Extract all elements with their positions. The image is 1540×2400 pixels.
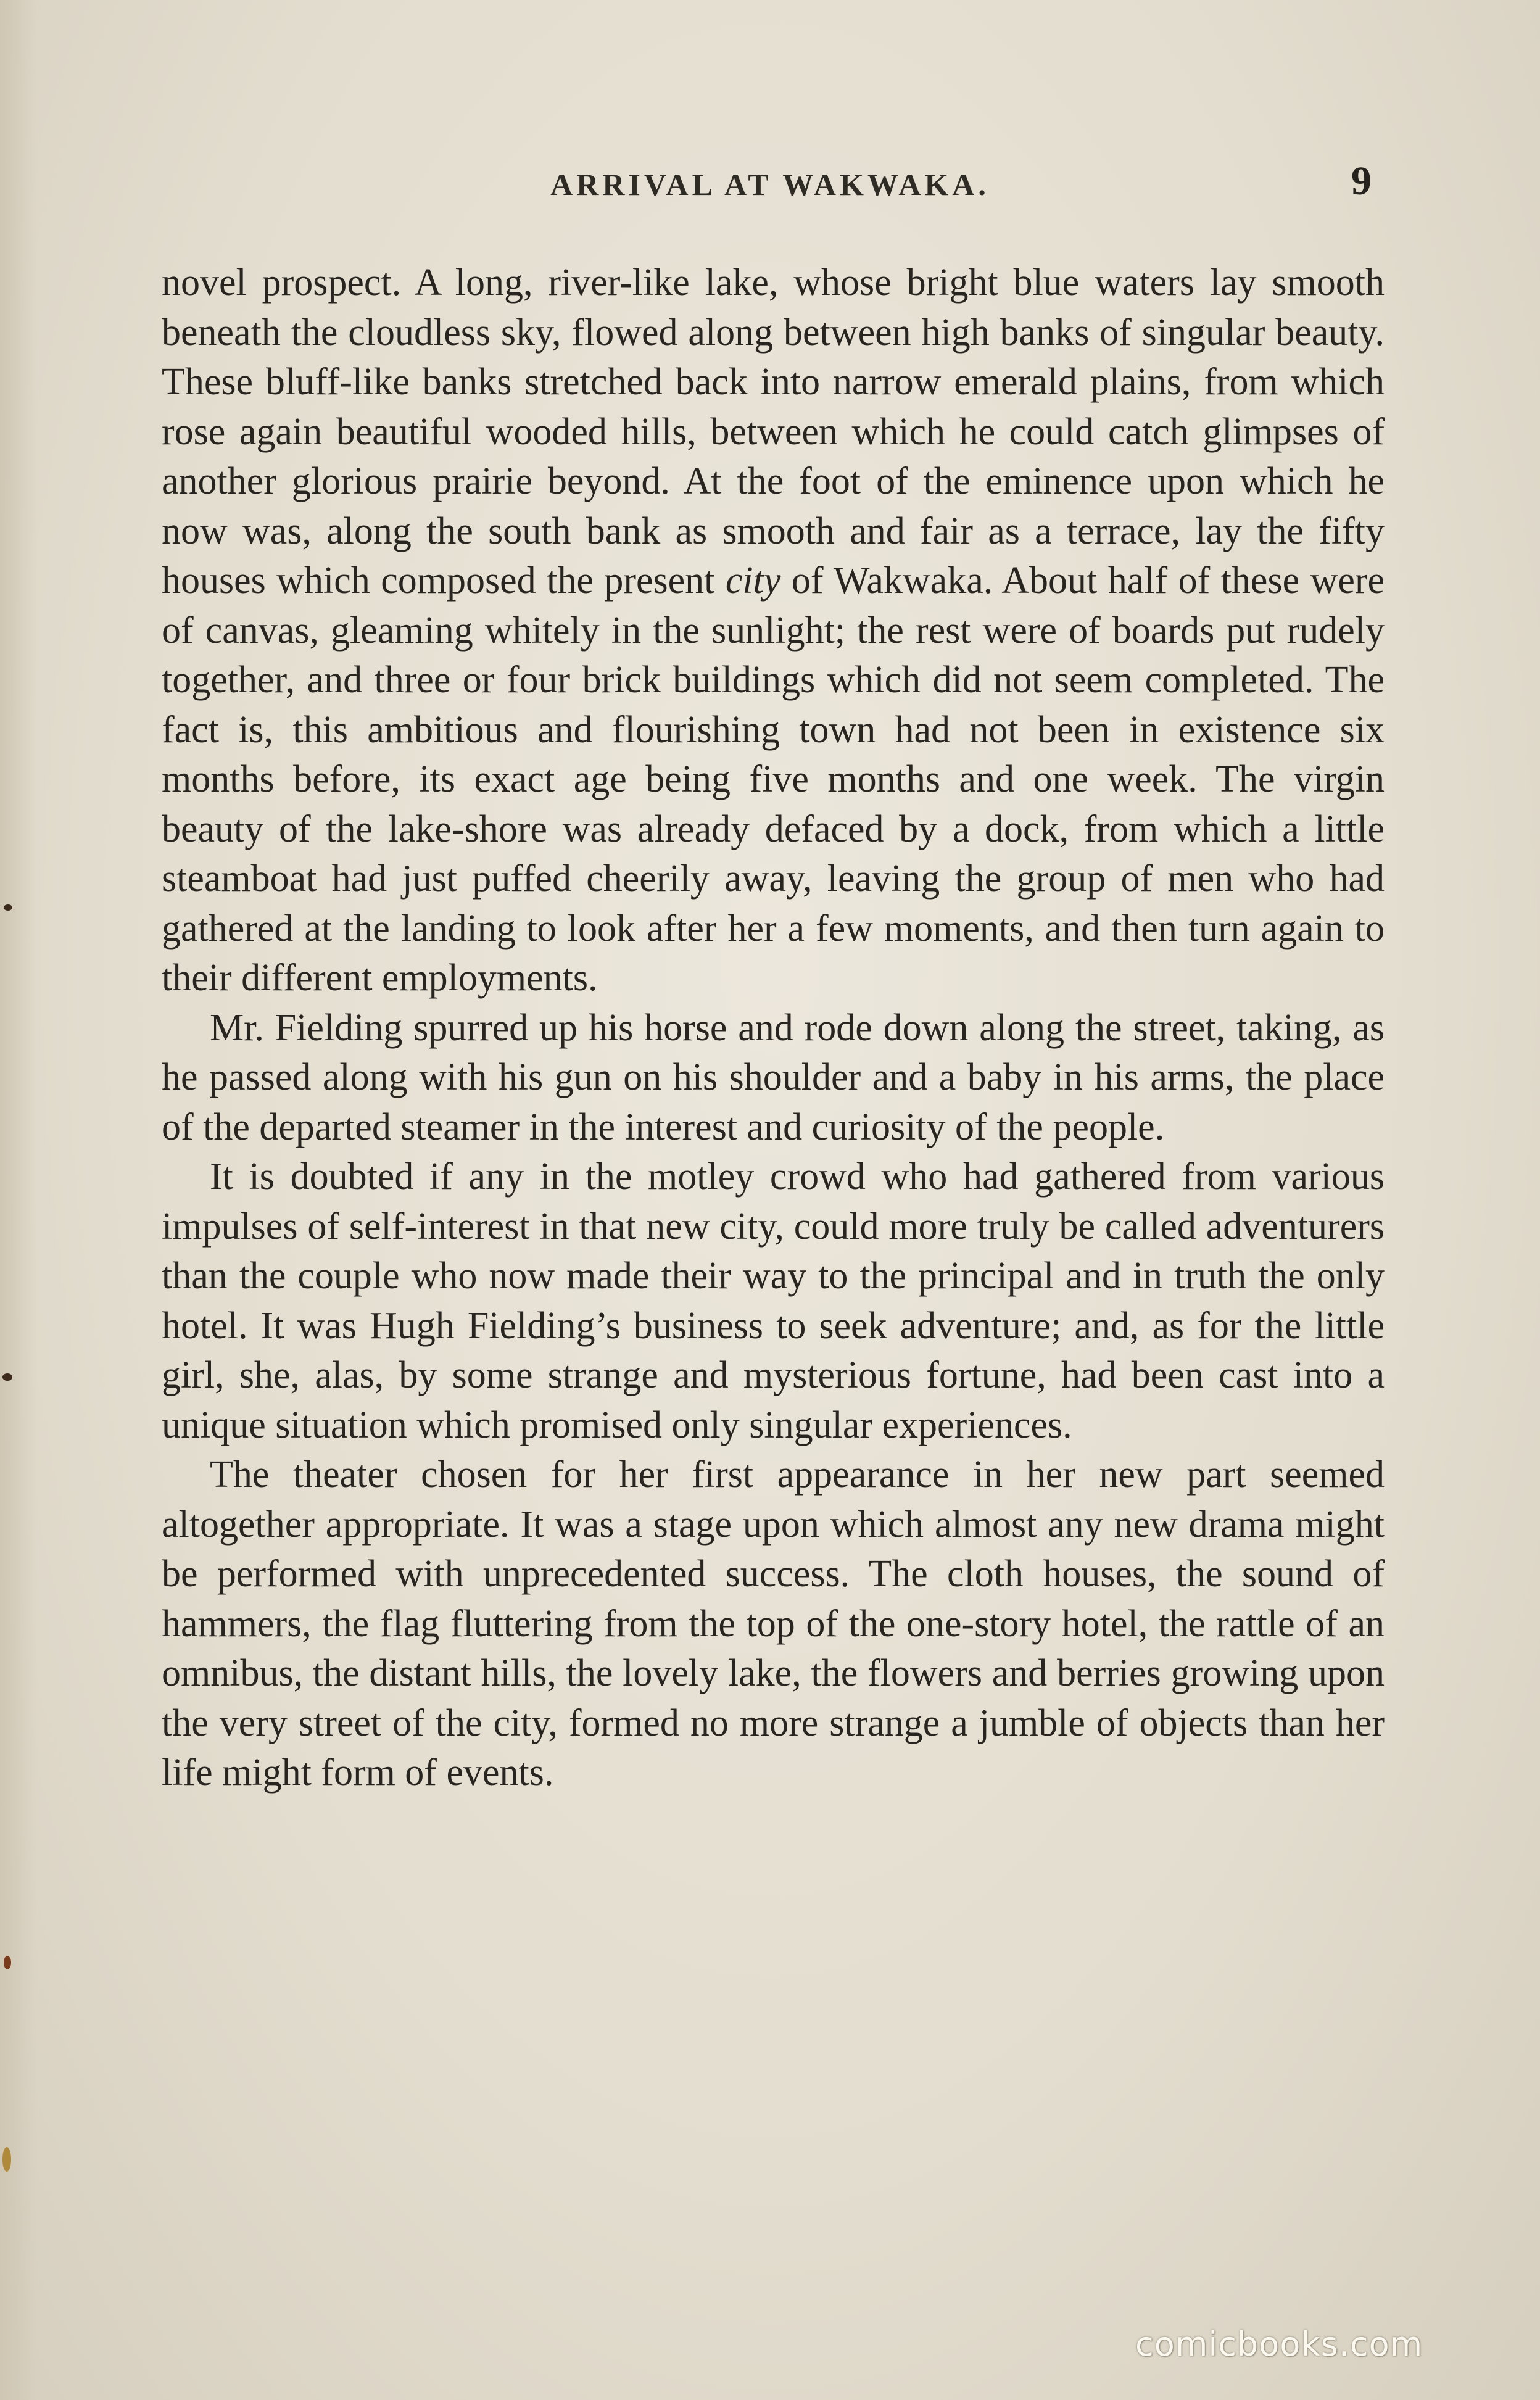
paragraph-4: The theater chosen for her first appearance in her new part seemed altogether appropriate. It was a stage upon which almost any new drama might be performed with unprecedented success. The cloth houses, the sound of hammers, the flag fluttering from the top of the one-story hotel, the rattle of an omnibus, the distant hills, the lovely lake, the flowers and berries growing upon the very street of the city, formed no more strange a jumble of objects than her life might form of events. bbox=[162, 1454, 1385, 1794]
paragraph-2: Mr. Fielding spurred up his horse and rode down along the street, taking, as he passed along with his gun on his shoulder and a baby in his arms, the place of the departed steamer in the interest and curiosity of the people. bbox=[162, 1006, 1385, 1148]
paragraph-1-part-a: novel prospect. A long, river-like lake, whose bright blue waters lay smooth beneath the cloudless sky, flowed along between high banks of singular beauty. These bluff-like banks stretched back into narrow emerald plains, from which rose again beautiful wooded hills, between which he could catch glimpses of another glorious prairie beyond. At the foot of the eminence upon which he now was, along the south bank as smooth and fair as a terrace, lay the fifty houses which composed the present bbox=[162, 262, 1385, 602]
paragraph-1 bbox=[162, 258, 1385, 1003]
paper-speck bbox=[4, 1956, 11, 1969]
paragraph-1-part-b: of Wakwaka. About half of these were of canvas, gleaming whitely in the sunlight; the rest were of boards put rudely together, and three or four brick buildings which did not seem completed. The fact is, this ambitious and flourishing town had not been in existence six months before, its exact age being five months and one week. The virgin beauty of the lake-shore was already defaced by a dock, from which a little steamboat had just puffed cheerily away, leaving the group of men who had gathered at the landing to look after her a few moments, and then turn again to their different employments. bbox=[162, 560, 1385, 999]
paper-speck bbox=[4, 904, 12, 911]
paragraph-3: It is doubted if any in the motley crowd who had gathered from various impulses of self-interest in that new city, could more truly be called adventurers than the couple who now made their way to the principal and in truth the only hotel. It was Hugh Fielding’s business to seek adventure; and, as for the little girl, she, alas, by some strange and mysterious fortune, had been cast into a unique situation which promised only singular experiences. bbox=[162, 1156, 1385, 1446]
paper-speck bbox=[2, 1373, 12, 1381]
page-number: 9 bbox=[1351, 159, 1372, 204]
watermark-text: comicbooks.com bbox=[1135, 2325, 1423, 2364]
running-title: ARRIVAL AT WAKWAKA. bbox=[550, 167, 990, 202]
page-text bbox=[162, 258, 1385, 1798]
italic-city-word: city bbox=[725, 560, 781, 602]
paper-speck bbox=[2, 2147, 11, 2172]
running-header bbox=[0, 159, 1540, 216]
page-edge-shadow bbox=[0, 0, 37, 2400]
